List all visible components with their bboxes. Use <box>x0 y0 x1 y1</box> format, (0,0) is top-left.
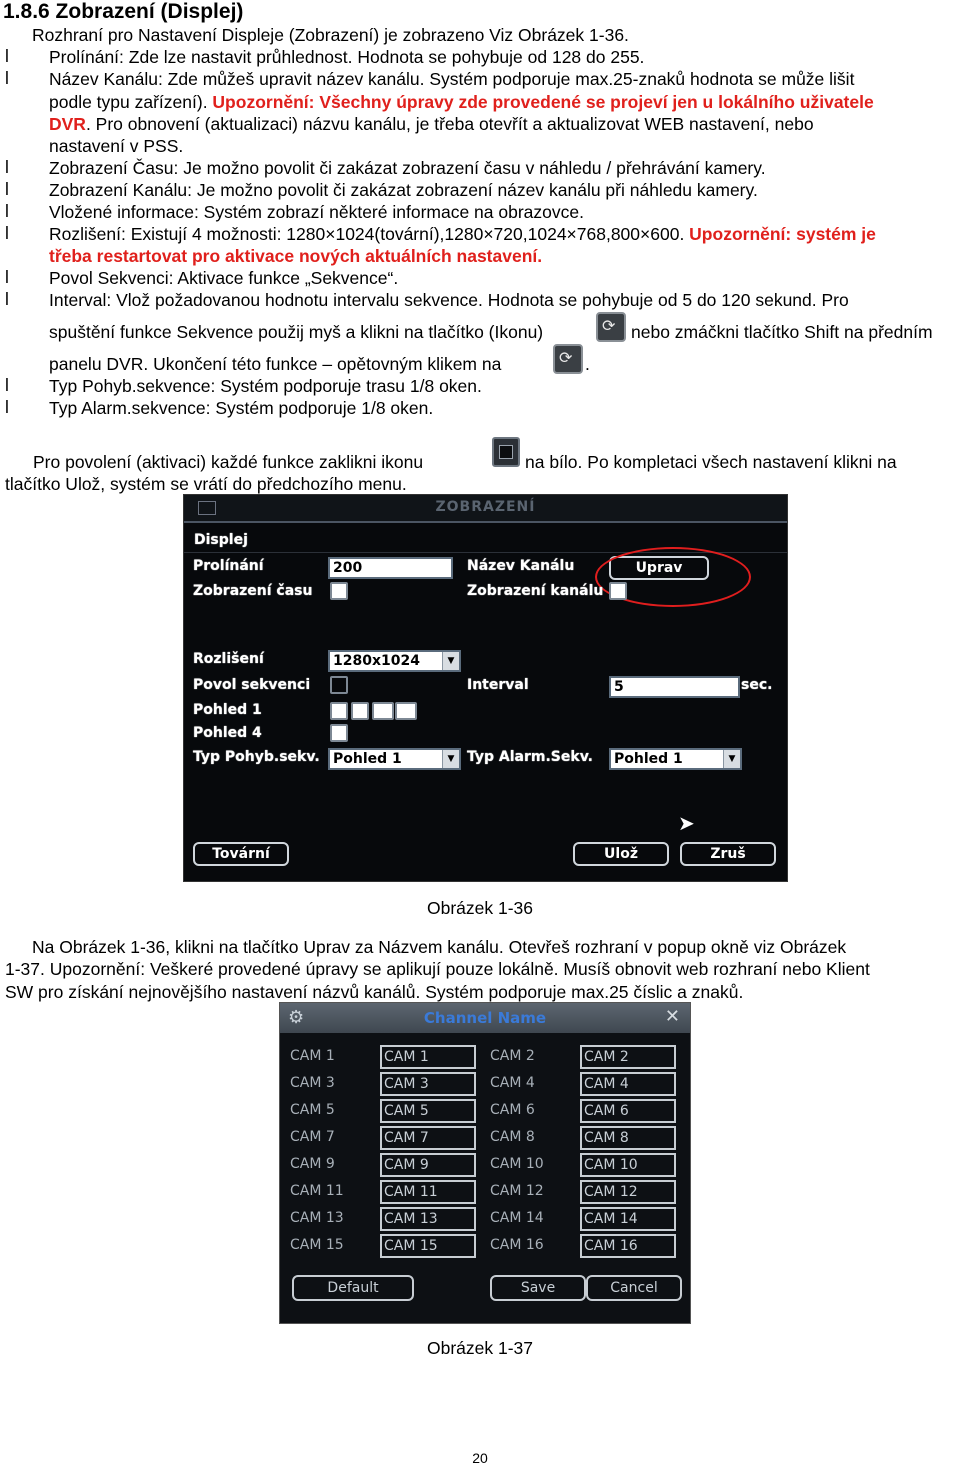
bullet: l <box>5 68 9 88</box>
item-rozliseni-warning: třeba restartovat pro aktivace nových aktuálních nastavení. <box>49 246 543 266</box>
prolinani-input[interactable]: 200 <box>328 557 453 579</box>
sequence-icon-box: ⟳ <box>596 312 626 342</box>
zobrazeni-casu-checkbox[interactable] <box>330 582 348 600</box>
bullet: l <box>5 201 9 221</box>
warning-text: Upozornění: systém je <box>689 224 876 244</box>
bullet: l <box>5 289 9 309</box>
povol-sekvenci-checkbox[interactable] <box>330 676 348 694</box>
cancel-button[interactable]: Cancel <box>586 1275 682 1301</box>
display-settings-screenshot <box>183 494 788 882</box>
zrus-button[interactable]: Zruš <box>680 842 776 866</box>
channel-name-dialog <box>279 1002 691 1324</box>
chevron-down-icon[interactable]: ▼ <box>442 652 459 670</box>
para3-line2: 1-37. Upozornění: Veškeré provedené úpravy se aplikují pouze lokálně. Musíš obnovit web rozhraní nebo Klient <box>5 959 870 979</box>
channel-name-input[interactable]: CAM 8 <box>580 1126 676 1150</box>
para3-line3: SW pro získání nejnovějšího nastavení názvů kanálů. Systém podporuje max.25 číslic a znaků. <box>5 982 744 1002</box>
page-number: 20 <box>472 1450 488 1466</box>
channel-name-input[interactable]: CAM 16 <box>580 1234 676 1258</box>
uprav-button[interactable]: Uprav <box>609 556 709 580</box>
channel-label: CAM 16 <box>490 1237 544 1253</box>
channel-name-input[interactable]: CAM 7 <box>380 1126 476 1150</box>
item-nazev-line2 <box>49 91 874 113</box>
text: . Pro obnovení (aktualizaci) názvu kanálu, je třeba otevřít a aktualizovat WEB nastavení, nebo <box>85 114 814 134</box>
sequence-icon-box: ⟳ <box>553 344 583 374</box>
dialog-title-bar <box>280 1003 690 1033</box>
typ-alarm-value: Pohled 1 <box>614 751 683 767</box>
sequence-stop-icon <box>553 344 583 374</box>
figure-caption-137: Obrázek 1-37 <box>427 1338 534 1358</box>
intro-text: Rozhraní pro Nastavení Displeje (Zobrazení) je zobrazeno Viz Obrázek 1-36. <box>32 25 629 45</box>
channel-name-input[interactable]: CAM 12 <box>580 1180 676 1204</box>
channel-label: CAM 12 <box>490 1183 544 1199</box>
rozliseni-label: Rozlišení <box>193 651 264 667</box>
rozliseni-value: 1280x1024 <box>333 653 420 669</box>
pohled4-checkbox[interactable] <box>330 724 348 742</box>
channel-label: CAM 7 <box>290 1129 335 1145</box>
bullet: l <box>5 223 9 243</box>
channel-label: CAM 6 <box>490 1102 535 1118</box>
chevron-down-icon[interactable]: ▼ <box>723 750 740 768</box>
channel-label: CAM 1 <box>290 1048 335 1064</box>
channel-name-input[interactable]: CAM 9 <box>380 1153 476 1177</box>
channel-name-input[interactable]: CAM 3 <box>380 1072 476 1096</box>
checkbox-icon <box>492 437 520 467</box>
typ-pohyb-value: Pohled 1 <box>333 751 402 767</box>
checkbox-inner <box>499 445 513 459</box>
item-interval-line2a: spuštění funkce Sekvence použij myš a klikni na tlačítko (Ikonu) <box>49 322 544 342</box>
zobrazeni-kanalu-label: Zobrazení kanálu <box>467 583 604 599</box>
para3-line1: Na Obrázek 1-36, klikni na tlačítko Uprav za Názvem kanálu. Otevřeš rozhraní v popup okně viz Obrázek <box>32 937 847 957</box>
title-bar <box>184 495 787 523</box>
bullet: l <box>5 179 9 199</box>
warning-text: Upozornění: Všechny úpravy zde provedené se projeví jen u lokálního uživatele <box>212 92 874 112</box>
warning-text: DVR <box>49 114 86 134</box>
bullet: l <box>5 375 9 395</box>
close-icon[interactable]: ✕ <box>664 1006 680 1027</box>
item-prolinani: Prolínání: Zde lze nastavit průhlednost. Hodnota se pohybuje od 128 do 255. <box>49 47 645 67</box>
channel-name-input[interactable]: CAM 14 <box>580 1207 676 1231</box>
nazev-kanalu-label: Název Kanálu <box>467 558 575 574</box>
typ-alarm-label: Typ Alarm.Sekv. <box>467 749 593 765</box>
item-interval-line1: Interval: Vlož požadovanou hodnotu intervalu sekvence. Hodnota se pohybuje od 5 do 120 sekund. Pro <box>49 290 849 310</box>
channel-label: CAM 9 <box>290 1156 335 1172</box>
channel-name-input[interactable]: CAM 15 <box>380 1234 476 1258</box>
pohled1-checkbox[interactable] <box>395 702 417 720</box>
typ-alarm-select[interactable] <box>609 748 742 770</box>
channel-label: CAM 3 <box>290 1075 335 1091</box>
channel-label: CAM 13 <box>290 1210 344 1226</box>
prolinani-label: Prolínání <box>193 558 264 574</box>
channel-label: CAM 10 <box>490 1156 544 1172</box>
rozliseni-select[interactable] <box>328 650 461 672</box>
item-rozliseni <box>49 223 876 245</box>
interval-input[interactable]: 5 <box>609 676 740 698</box>
item-typ-alarm: Typ Alarm.sekvence: Systém podporuje 1/8 oken. <box>49 398 434 418</box>
channel-name-input[interactable]: CAM 1 <box>380 1045 476 1069</box>
zobrazeni-kanalu-checkbox[interactable] <box>609 582 627 600</box>
item-vlozene: Vložené informace: Systém zobrazí některé informace na obrazovce. <box>49 202 584 222</box>
channel-label: CAM 15 <box>290 1237 344 1253</box>
channel-name-input[interactable]: CAM 10 <box>580 1153 676 1177</box>
interval-unit: sec. <box>741 677 773 693</box>
figure-caption-136: Obrázek 1-36 <box>427 898 534 918</box>
channel-name-input[interactable]: CAM 13 <box>380 1207 476 1231</box>
save-button[interactable]: Save <box>490 1275 586 1301</box>
pohled1-label: Pohled 1 <box>193 702 262 718</box>
dialog-title: Channel Name <box>423 1009 547 1027</box>
channel-name-input[interactable]: CAM 2 <box>580 1045 676 1069</box>
channel-name-input[interactable]: CAM 4 <box>580 1072 676 1096</box>
item-nazev-line3 <box>49 113 814 135</box>
default-button[interactable]: Default <box>292 1275 414 1301</box>
para2-line2: tlačítko Ulož, systém se vrátí do předchozího menu. <box>5 474 407 494</box>
bullet: l <box>5 267 9 287</box>
section-heading: 1.8.6 Zobrazení (Displej) <box>3 0 244 23</box>
channel-label: CAM 2 <box>490 1048 535 1064</box>
zobrazeni-casu-label: Zobrazení času <box>193 583 313 599</box>
chevron-down-icon[interactable]: ▼ <box>442 750 459 768</box>
channel-name-input[interactable]: CAM 11 <box>380 1180 476 1204</box>
window-title: ZOBRAZENÍ <box>435 499 536 515</box>
text: podle typu zařízení). <box>49 92 213 112</box>
item-nazev-line4: nastavení v PSS. <box>49 136 184 156</box>
channel-name-input[interactable]: CAM 6 <box>580 1099 676 1123</box>
channel-name-input[interactable]: CAM 5 <box>380 1099 476 1123</box>
tab-displej[interactable]: Displej <box>194 532 248 548</box>
cursor-arrow-icon: ➤ <box>678 811 695 835</box>
pohled1-checkbox[interactable] <box>351 702 369 720</box>
bullet: l <box>5 397 9 417</box>
item-interval-line3a: panelu DVR. Ukončení této funkce – opětovným klikem na <box>49 354 502 374</box>
channel-label: CAM 11 <box>290 1183 344 1199</box>
para2-line1a: Pro povolení (aktivaci) každé funkce zaklikni ikonu <box>33 452 424 472</box>
typ-pohyb-select[interactable] <box>328 748 461 770</box>
tovarni-button[interactable]: Tovární <box>193 842 289 866</box>
sequence-icon <box>596 312 626 342</box>
pohled4-label: Pohled 4 <box>193 725 262 741</box>
item-interval-line2b: nebo zmáčkni tlačítko Shift na předním <box>631 322 933 342</box>
pohled1-checkbox[interactable] <box>372 702 394 720</box>
item-cas: Zobrazení Času: Je možno povolit či zakázat zobrazení času v náhledu / přehrávání kamery. <box>49 158 766 178</box>
pohled1-checkbox[interactable] <box>330 702 348 720</box>
para2-line1b: na bílo. Po kompletaci všech nastavení klikni na <box>525 452 897 472</box>
item-typ-pohyb: Typ Pohyb.sekvence: Systém podporuje trasu 1/8 oken. <box>49 376 482 396</box>
bullet: l <box>5 157 9 177</box>
uloz-button[interactable]: Ulož <box>573 842 669 866</box>
channel-label: CAM 4 <box>490 1075 535 1091</box>
interval-label: Interval <box>467 677 529 693</box>
bullet: l <box>5 46 9 66</box>
povol-sekvenci-label: Povol sekvenci <box>193 677 311 693</box>
item-interval-line3b: . <box>585 354 590 374</box>
channel-label: CAM 5 <box>290 1102 335 1118</box>
item-kanal: Zobrazení Kanálu: Je možno povolit či zakázat zobrazení název kanálu při náhledu kamery. <box>49 180 758 200</box>
typ-pohyb-label: Typ Pohyb.sekv. <box>193 749 320 765</box>
item-povol: Povol Sekvenci: Aktivace funkce „Sekvence“. <box>49 268 399 288</box>
item-nazev-line1: Název Kanálu: Zde můžeš upravit název kanálu. Systém podporuje max.25-znaků hodnota se může lišit <box>49 69 855 89</box>
text: Rozlišení: Existují 4 možnosti: 1280×1024(tovární),1280×720,1024×768,800×600. <box>49 224 690 244</box>
channel-label: CAM 14 <box>490 1210 544 1226</box>
channel-label: CAM 8 <box>490 1129 535 1145</box>
settings-icon: ⚙ <box>288 1007 305 1028</box>
